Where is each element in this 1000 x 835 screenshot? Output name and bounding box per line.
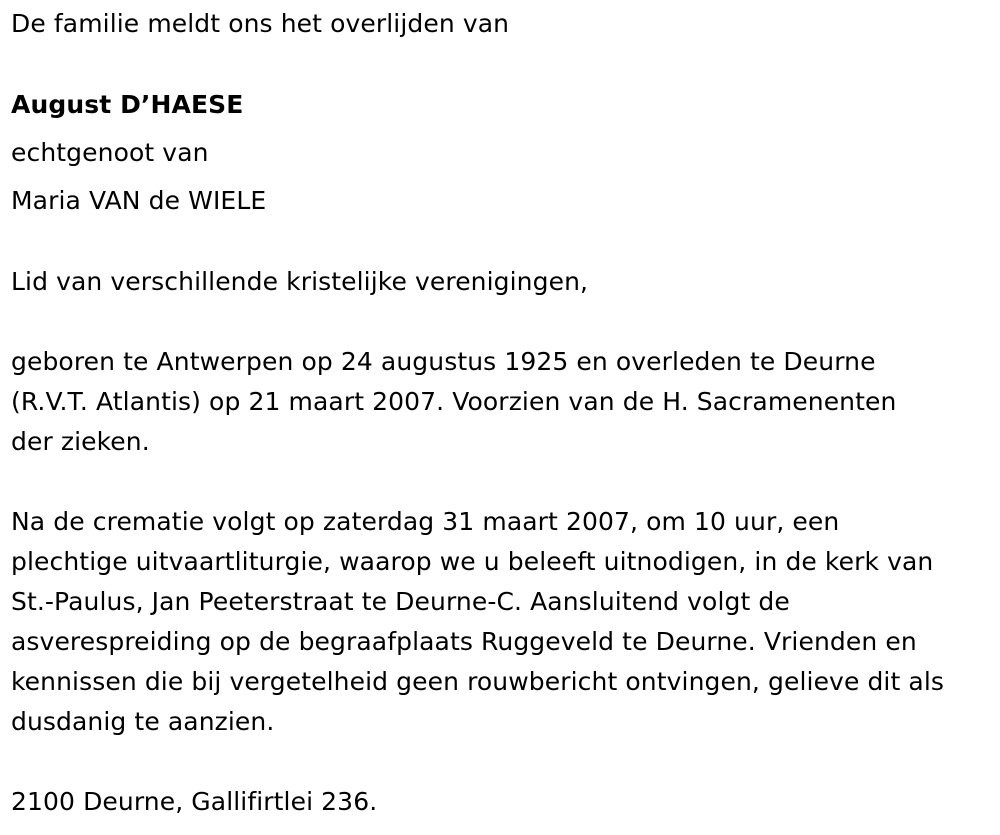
birth-death-line-3: der zieken. [11, 427, 150, 456]
birth-death-line-1: geboren te Antwerpen op 24 augustus 1925 en overleden te Deurne [11, 347, 876, 376]
spouse-label: echtgenoot van [11, 138, 209, 167]
ceremony-line-1: Na de crematie volgt op zaterdag 31 maart 2007, om 10 uur, een [11, 507, 840, 536]
ceremony-line-6: dusdanig te aanzien. [11, 707, 275, 736]
intro-text: De familie meldt ons het overlijden van [11, 9, 510, 38]
ceremony-line-2: plechtige uitvaartliturgie, waarop we u beleeft uitnodigen, in de kerk van [11, 547, 934, 576]
birth-death-line-2: (R.V.T. Atlantis) op 21 maart 2007. Voorzien van de H. Sacramenenten [11, 387, 897, 416]
ceremony-line-5: kennissen die bij vergetelheid geen rouwbericht ontvingen, gelieve dit als [11, 667, 945, 696]
deceased-name: August D’HAESE [11, 90, 244, 119]
ceremony-line-3: St.-Paulus, Jan Peeterstraat te Deurne-C. Aansluitend volgt de [11, 587, 790, 616]
address-text: 2100 Deurne, Gallifirtlei 236. [11, 787, 378, 816]
spouse-name: Maria VAN de WIELE [11, 186, 267, 215]
ceremony-line-4: asverespreiding op de begraafplaats Ruggeveld te Deurne. Vrienden en [11, 627, 917, 656]
membership-text: Lid van verschillende kristelijke verenigingen, [11, 267, 589, 296]
